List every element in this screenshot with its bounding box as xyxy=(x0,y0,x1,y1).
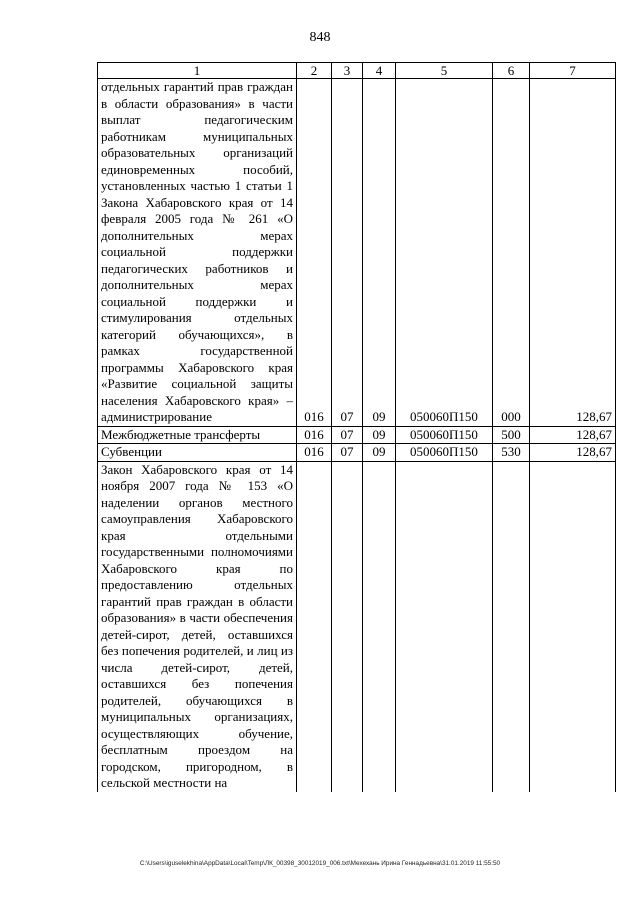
cell-ministry-code: 016 xyxy=(297,79,332,427)
cell-expense-type xyxy=(493,461,530,792)
header-cell: 6 xyxy=(493,63,530,79)
table-header-row xyxy=(98,63,616,79)
table-row xyxy=(98,444,616,462)
cell-subsection: 09 xyxy=(363,79,396,427)
cell-ministry-code: 016 xyxy=(297,444,332,462)
cell-amount: 128,67 xyxy=(530,444,616,462)
cell-expense-type: 000 xyxy=(493,79,530,427)
row-description: отдельных гарантий прав граждан в области образования» в части выплат педагогическим работникам муниципальных образовательных организаций единовременных пособий, установленных частью 1 статьи 1 Закона Хабаровского края от 14 февраля 2005 года № 261 «О дополнительных мерах социальной поддержки педагогических работников и дополнительных мерах социальной поддержки и стимулирования отдельных категорий обучающихся», в рамках государственной программы Хабаровского края «Развитие социальной защиты населения Хабаровского края» – администрирование xyxy=(98,79,297,427)
cell-expense-type: 530 xyxy=(493,444,530,462)
cell-target-article: 050060П150 xyxy=(396,79,493,427)
cell-amount: 128,67 xyxy=(530,426,616,444)
header-cell: 5 xyxy=(396,63,493,79)
table-row xyxy=(98,426,616,444)
cell-ministry-code xyxy=(297,461,332,792)
file-path-footer: C:\Users\iguselekhina\AppData\Local\Temp\ЛК_00398_30012019_006.txt\Мехехань Ирина Геннадьевна\31.01.2019 11:55:50 xyxy=(139,860,501,867)
header-cell: 2 xyxy=(297,63,332,79)
cell-section: 07 xyxy=(332,79,363,427)
page-number: 848 xyxy=(309,30,331,45)
header-cell: 1 xyxy=(98,63,297,79)
cell-amount: 128,67 xyxy=(530,79,616,427)
cell-amount xyxy=(530,461,616,792)
table-row xyxy=(98,461,616,792)
cell-target-article: 050060П150 xyxy=(396,444,493,462)
cell-section: 07 xyxy=(332,444,363,462)
cell-target-article: 050060П150 xyxy=(396,426,493,444)
row-description: Закон Хабаровского края от 14 ноября 2007 года № 153 «О наделении органов местного самоуправления Хабаровского края отдельными государственными полномочиями Хабаровского края по предоставлению отдельных гарантий прав граждан в области образования» в части обеспечения детей-сирот, детей, оставшихся без попечения родителей, и лиц из числа детей-сирот, детей, оставшихся без попечения родителей, обучающихся в муниципальных организациях, осуществляющих обучение, бесплатным проездом на городском, пригородном, в сельской местности на xyxy=(98,461,297,792)
cell-expense-type: 500 xyxy=(493,426,530,444)
cell-subsection: 09 xyxy=(363,444,396,462)
cell-subsection xyxy=(363,461,396,792)
table-row xyxy=(98,79,616,427)
cell-ministry-code: 016 xyxy=(297,426,332,444)
cell-section xyxy=(332,461,363,792)
cell-target-article xyxy=(396,461,493,792)
header-cell: 3 xyxy=(332,63,363,79)
header-cell: 7 xyxy=(530,63,616,79)
cell-section: 07 xyxy=(332,426,363,444)
cell-subsection: 09 xyxy=(363,426,396,444)
row-description: Межбюджетные трансферты xyxy=(98,426,297,444)
budget-table xyxy=(97,62,616,792)
header-cell: 4 xyxy=(363,63,396,79)
row-description: Субвенции xyxy=(98,444,297,462)
